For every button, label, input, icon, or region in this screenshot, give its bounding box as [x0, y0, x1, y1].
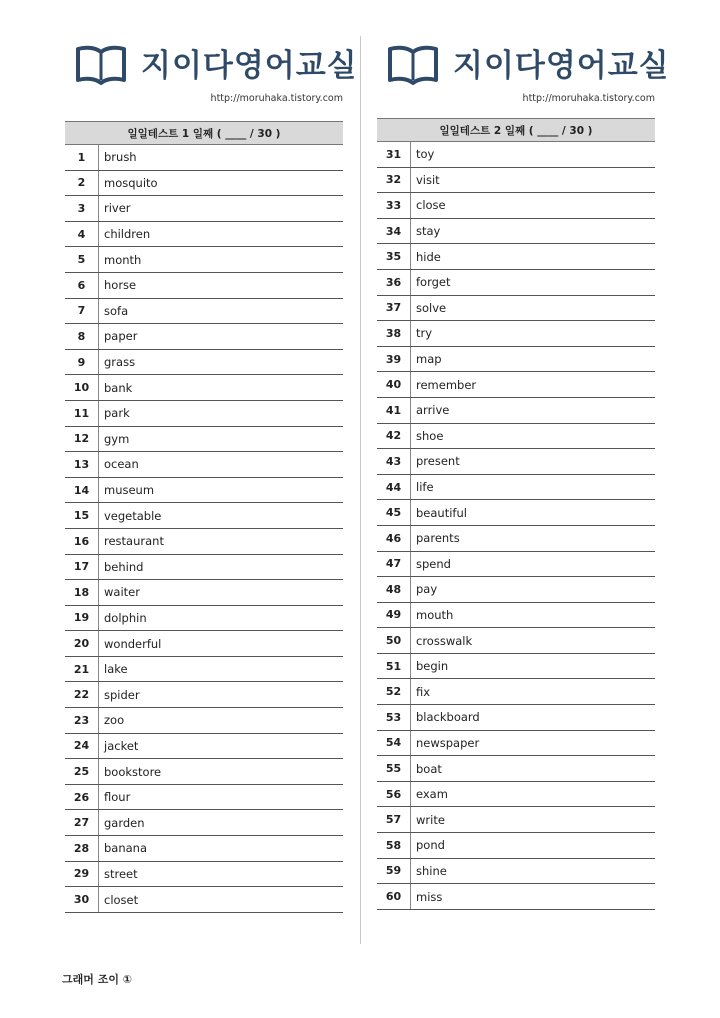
row-word: mosquito [104, 175, 158, 190]
book-icon [387, 44, 439, 86]
table-row [377, 372, 655, 398]
table-row [377, 296, 655, 322]
row-word: beautiful [416, 505, 467, 520]
row-word: bank [104, 380, 133, 395]
row-word: stay [416, 224, 441, 239]
table-row [377, 552, 655, 578]
table-row [65, 145, 343, 171]
row-number: 41 [377, 398, 411, 423]
row-number: 38 [377, 321, 411, 346]
row-number: 36 [377, 270, 411, 295]
row-number: 19 [65, 606, 99, 631]
row-number: 23 [65, 708, 99, 733]
row-number: 39 [377, 347, 411, 372]
row-number: 32 [377, 168, 411, 193]
word-table-2 [377, 118, 655, 910]
row-number: 15 [65, 503, 99, 528]
row-word: vegetable [104, 508, 162, 523]
table-row [377, 500, 655, 526]
table-row [65, 299, 343, 325]
table-row [377, 628, 655, 654]
row-number: 45 [377, 500, 411, 525]
book-icon [75, 44, 127, 86]
row-word: closet [104, 892, 139, 907]
row-number: 43 [377, 449, 411, 474]
row-word: behind [104, 559, 144, 574]
table-row [65, 375, 343, 401]
table-row [377, 347, 655, 373]
table-header: 일일테스트 2 일째 ( ____ / 30 ) [377, 118, 655, 142]
row-number: 26 [65, 785, 99, 810]
table-row [65, 247, 343, 273]
row-number: 10 [65, 375, 99, 400]
table-row [65, 759, 343, 785]
row-word: pay [416, 582, 438, 597]
table-row [377, 782, 655, 808]
row-word: ocean [104, 457, 139, 472]
row-word: spider [104, 687, 140, 702]
row-word: toy [416, 147, 435, 162]
table-row [377, 398, 655, 424]
row-number: 30 [65, 887, 99, 912]
row-number: 47 [377, 552, 411, 577]
row-word: zoo [104, 713, 125, 728]
row-word: hide [416, 249, 441, 264]
row-word: pond [416, 838, 445, 853]
row-word: museum [104, 483, 155, 498]
row-number: 25 [65, 759, 99, 784]
table-row [65, 171, 343, 197]
row-word: solve [416, 300, 447, 315]
table-row [65, 452, 343, 478]
row-number: 49 [377, 603, 411, 628]
table-row [377, 731, 655, 757]
table-row [65, 324, 343, 350]
row-word: bookstore [104, 764, 162, 779]
table-row [65, 682, 343, 708]
table-row [377, 807, 655, 833]
table-row [377, 475, 655, 501]
row-number: 11 [65, 401, 99, 426]
row-number: 2 [65, 171, 99, 196]
row-number: 29 [65, 862, 99, 887]
row-word: park [104, 406, 130, 421]
table-row [65, 503, 343, 529]
row-number: 28 [65, 836, 99, 861]
row-number: 34 [377, 219, 411, 244]
row-word: write [416, 812, 445, 827]
table-row [377, 526, 655, 552]
row-number: 5 [65, 247, 99, 272]
row-word: begin [416, 659, 449, 674]
row-word: brush [104, 150, 137, 165]
table-row [65, 887, 343, 913]
table-row [377, 193, 655, 219]
row-number: 51 [377, 654, 411, 679]
row-number: 1 [65, 145, 99, 170]
row-number: 8 [65, 324, 99, 349]
table-row [377, 168, 655, 194]
row-word: life [416, 480, 434, 495]
row-number: 6 [65, 273, 99, 298]
row-number: 9 [65, 350, 99, 375]
row-word: street [104, 866, 138, 881]
row-word: spend [416, 556, 451, 571]
row-number: 55 [377, 756, 411, 781]
table-row [65, 810, 343, 836]
table-row [65, 580, 343, 606]
table-row [65, 427, 343, 453]
row-number: 22 [65, 682, 99, 707]
row-word: restaurant [104, 534, 164, 549]
row-word: crosswalk [416, 633, 473, 648]
row-number: 50 [377, 628, 411, 653]
row-number: 17 [65, 555, 99, 580]
table-row [377, 424, 655, 450]
table-row [65, 631, 343, 657]
table-row [65, 836, 343, 862]
row-word: fix [416, 684, 431, 699]
table-row [65, 222, 343, 248]
row-word: jacket [104, 738, 139, 753]
row-number: 37 [377, 296, 411, 321]
table-row [65, 350, 343, 376]
row-word: month [104, 252, 142, 267]
blog-url[interactable]: http://moruhaka.tistory.com [522, 93, 655, 104]
row-number: 33 [377, 193, 411, 218]
row-number: 16 [65, 529, 99, 554]
table-body [65, 145, 343, 913]
brand-title: 지이다영어교실 [141, 48, 358, 84]
row-word: children [104, 227, 151, 242]
row-number: 24 [65, 734, 99, 759]
table-header: 일일테스트 1 일째 ( ____ / 30 ) [65, 121, 343, 145]
blog-url[interactable]: http://moruhaka.tistory.com [210, 93, 343, 104]
row-word: flour [104, 790, 131, 805]
row-word: shoe [416, 428, 444, 443]
row-number: 35 [377, 244, 411, 269]
brand-logo [387, 40, 670, 90]
table-row [377, 756, 655, 782]
table-row [65, 606, 343, 632]
row-word: present [416, 454, 460, 469]
table-row [377, 270, 655, 296]
row-word: dolphin [104, 610, 147, 625]
row-word: forget [416, 275, 451, 290]
table-row [65, 401, 343, 427]
row-word: remember [416, 377, 477, 392]
table-body [377, 142, 655, 910]
row-number: 31 [377, 142, 411, 167]
row-word: lake [104, 662, 128, 677]
row-number: 57 [377, 807, 411, 832]
row-word: wonderful [104, 636, 162, 651]
row-word: try [416, 326, 433, 341]
brand-logo [75, 40, 358, 90]
table-row [377, 244, 655, 270]
row-word: grass [104, 355, 136, 370]
table-row [377, 603, 655, 629]
table-row [377, 449, 655, 475]
table-row [377, 833, 655, 859]
table-row [377, 219, 655, 245]
row-number: 54 [377, 731, 411, 756]
row-word: close [416, 198, 446, 213]
table-row [65, 785, 343, 811]
row-word: map [416, 352, 442, 367]
row-word: gym [104, 431, 130, 446]
row-word: boat [416, 761, 442, 776]
word-table-1 [65, 121, 343, 913]
row-word: river [104, 201, 131, 216]
row-word: shine [416, 863, 447, 878]
table-row [377, 705, 655, 731]
row-number: 44 [377, 475, 411, 500]
row-word: mouth [416, 607, 454, 622]
table-row [377, 679, 655, 705]
table-row [377, 142, 655, 168]
row-number: 42 [377, 424, 411, 449]
row-number: 13 [65, 452, 99, 477]
table-row [65, 478, 343, 504]
row-word: miss [416, 889, 443, 904]
table-row [65, 734, 343, 760]
row-word: visit [416, 172, 440, 187]
table-row [377, 577, 655, 603]
row-number: 21 [65, 657, 99, 682]
footer-label: 그래머 조이 ① [62, 973, 133, 986]
row-word: exam [416, 787, 448, 802]
row-number: 4 [65, 222, 99, 247]
table-row [65, 657, 343, 683]
row-number: 58 [377, 833, 411, 858]
table-row [377, 321, 655, 347]
row-word: garden [104, 815, 145, 830]
row-word: parents [416, 531, 460, 546]
row-number: 60 [377, 884, 411, 909]
row-number: 18 [65, 580, 99, 605]
table-row [65, 273, 343, 299]
row-word: sofa [104, 303, 129, 318]
row-word: arrive [416, 403, 450, 418]
column-divider [360, 36, 361, 944]
row-number: 53 [377, 705, 411, 730]
row-number: 56 [377, 782, 411, 807]
row-word: newspaper [416, 735, 480, 750]
table-row [65, 708, 343, 734]
table-row [65, 196, 343, 222]
table-row [377, 884, 655, 910]
row-number: 12 [65, 427, 99, 452]
row-word: paper [104, 329, 138, 344]
row-number: 3 [65, 196, 99, 221]
brand-title: 지이다영어교실 [453, 48, 670, 84]
table-row [65, 555, 343, 581]
row-number: 20 [65, 631, 99, 656]
table-row [377, 859, 655, 885]
table-row [65, 529, 343, 555]
table-row [377, 654, 655, 680]
row-number: 59 [377, 859, 411, 884]
row-number: 46 [377, 526, 411, 551]
row-number: 7 [65, 299, 99, 324]
table-row [65, 862, 343, 888]
row-word: banana [104, 841, 148, 856]
row-word: horse [104, 278, 137, 293]
row-number: 52 [377, 679, 411, 704]
row-number: 48 [377, 577, 411, 602]
row-number: 27 [65, 810, 99, 835]
row-word: waiter [104, 585, 140, 600]
row-number: 14 [65, 478, 99, 503]
row-number: 40 [377, 372, 411, 397]
row-word: blackboard [416, 710, 480, 725]
